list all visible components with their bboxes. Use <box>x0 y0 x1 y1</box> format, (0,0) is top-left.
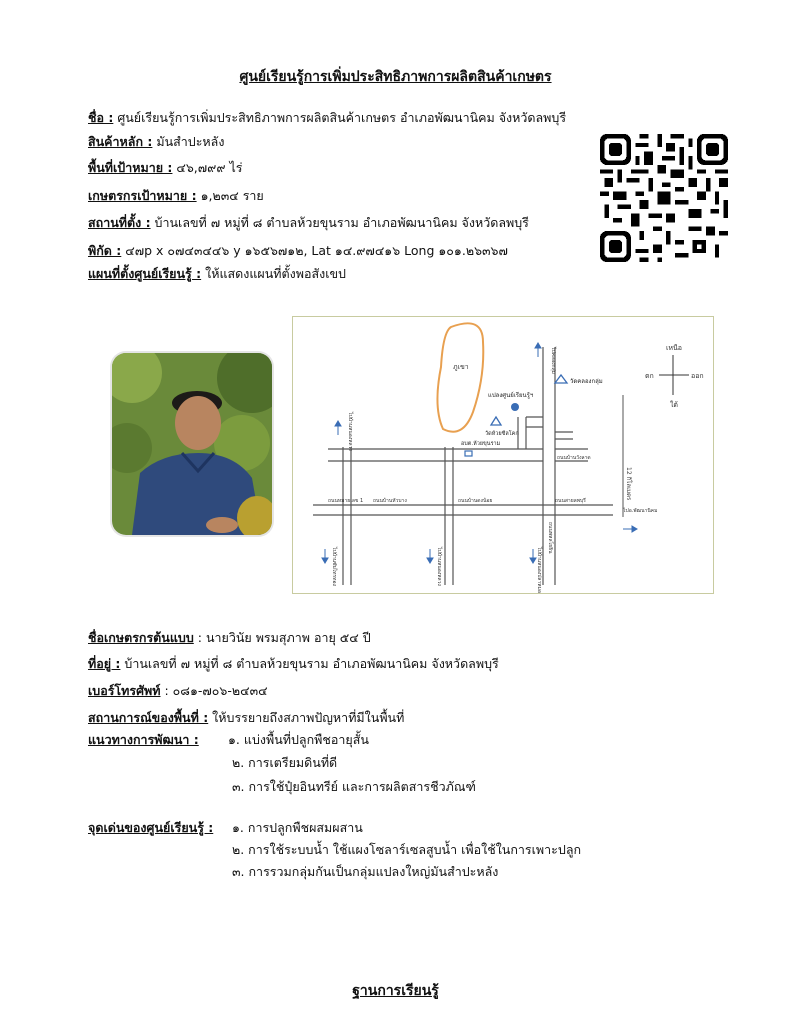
development-label-row <box>88 730 199 750</box>
center-name-value: ศูนย์เรียนรู้การเพิ่มประสิทธิภาพการผลิตสินค้าเกษตร อำเภอพัฒนานิคม จังหวัดลพบุรี <box>113 110 567 125</box>
road-label-bottom2: ไปบ้านหนองหลวง <box>436 547 442 586</box>
location-row <box>88 213 529 233</box>
development-item-1: ๑. แบ่งพื้นที่ปลูกพืชอายุสั้น <box>228 732 369 747</box>
temple-icon-2 <box>491 417 501 425</box>
road-label-bottom1: ไปบ้านซับไทรทอง <box>331 547 337 586</box>
target-area-row <box>88 158 242 178</box>
map-label-center: แปลงศูนย์เรียนรู้ฯ <box>488 392 534 399</box>
map-label-distance: 12 กิโลเมตร <box>625 467 632 501</box>
highlights-label-row <box>88 818 213 838</box>
map-label-temple1: วัดคลองกลุ่ม <box>570 378 603 385</box>
main-product-label: สินค้าหลัก : <box>88 134 153 149</box>
location-value: บ้านเลขที่ ๗ หมู่ที่ ๘ ตำบลห้วยขุนราม อำเภอพัฒนานิคม จังหวัดลพบุรี <box>150 215 529 230</box>
coordinates-value: ๔๗p x ๐๗๔๓๔๔๖ y ๑๖๕๖๗๑๒, Lat ๑๔.๙๗๔๑๖ Long ๑๐๑.๒๖๓๖๗ <box>121 243 508 258</box>
compass-south: ใต้ <box>670 401 678 409</box>
road-label-h3: ถนนบ้านดงน้อย <box>458 498 493 504</box>
farmer-photo-image <box>112 353 272 535</box>
road-label-bottom3: ไปบ้านหนองปลาหมอ <box>536 547 542 593</box>
situation-label: สถานการณ์ของพื้นที่ : <box>88 710 209 725</box>
map-label-temple2: วัดห้วยซีลโคก <box>485 431 519 437</box>
farmer-address-value: บ้านเลขที่ ๗ หมู่ที่ ๘ ตำบลห้วยขุนราม อำเภอพัฒนานิคม จังหวัดลพบุรี <box>120 656 499 671</box>
highlights-label: จุดเด่นของศูนย์เรียนรู้ : <box>88 820 214 835</box>
location-map <box>292 316 714 594</box>
road-label-h2: ถนนบ้านหัวบาง <box>373 498 407 504</box>
farmer-name-value: : นายวินัย พรมสุภาพ อายุ ๕๔ ปี <box>193 630 371 645</box>
highlight-item-3: ๓. การรวมกลุ่มกันเป็นกลุ่มแปลงใหญ่มันสำปะหลัง <box>232 864 499 879</box>
page-title: ศูนย์เรียนรู้การเพิ่มประสิทธิภาพการผลิตสินค้าเกษตร <box>239 69 552 85</box>
map-caption-row <box>88 264 346 284</box>
development-label: แนวทางการพัฒนา : <box>88 732 199 747</box>
road-label-left: ไปบ้านหนองหลวง <box>347 412 353 451</box>
farmer-photo <box>112 353 272 535</box>
farmer-address-label: ที่อยู่ : <box>88 656 121 671</box>
situation-row <box>88 708 404 728</box>
map-label-mountain: ภูเขา <box>453 363 469 371</box>
center-name-label: ชื่อ : <box>88 110 114 125</box>
highlight-item-1: ๑. การปลูกพืชผสมผสาน <box>232 820 363 835</box>
compass-east: ออก <box>691 372 704 380</box>
temple-icon <box>555 375 567 383</box>
farmer-phone-label: เบอร์โทรศัพท์ <box>88 683 161 698</box>
main-product-row <box>88 132 224 152</box>
compass-north: เหนือ <box>666 344 682 352</box>
target-area-value: ๔๖,๗๙๙ ไร่ <box>172 160 243 175</box>
map-caption-label: แผนที่ตั้งศูนย์เรียนรู้ : <box>88 266 202 281</box>
target-area-label: พื้นที่เป้าหมาย : <box>88 160 173 175</box>
road-label-h1: ถนนหมายเลข 1 <box>328 498 364 504</box>
development-item-3: ๓. การใช้ปุ๋ยอินทรีย์ และการผลิตสารชีวภัณฑ์ <box>232 779 476 794</box>
footer-title: ฐานการเรียนรู้ <box>352 983 439 999</box>
farmer-name-label: ชื่อเกษตรกรต้นแบบ <box>88 630 194 645</box>
road-label-top: ไปคลองกลุ่ม <box>550 347 556 374</box>
farmer-name-row <box>88 628 371 648</box>
road-label-h4: ถนนสายลพบุรี <box>555 498 586 504</box>
map-drawing <box>293 317 713 593</box>
target-farmers-label: เกษตรกรเป้าหมาย : <box>88 188 197 203</box>
road-label-right: ไปอ.พัฒนานิคม <box>623 508 658 514</box>
highlight-item-2: ๒. การใช้ระบบน้ำ ใช้แผงโซลาร์เซลสูบน้ำ เพื่อใช้ในการเพาะปลูก <box>232 842 582 857</box>
farmer-phone-value: : ๐๘๑-๗๐๖-๒๔๓๔ <box>160 683 268 698</box>
coordinates-row <box>88 241 508 261</box>
road-label-vert: ถนนพหลโยธิน <box>547 522 553 554</box>
center-marker-icon <box>511 403 519 411</box>
farmer-address-row <box>88 654 499 674</box>
office-icon <box>465 451 472 456</box>
road-label-mid: ถนนบ้านวังลาด <box>557 455 591 461</box>
target-farmers-value: ๑,๒๓๔ ราย <box>196 188 264 203</box>
map-label-office: อบต.ห้วยขุนราม <box>461 441 501 447</box>
development-item-2: ๒. การเตรียมดินที่ดี <box>232 755 338 770</box>
qr-code[interactable] <box>600 134 728 262</box>
coordinates-label: พิกัด : <box>88 243 122 258</box>
compass-west: ตก <box>645 372 654 380</box>
situation-value: ให้บรรยายถึงสภาพปัญหาที่มีในพื้นที่ <box>208 710 405 725</box>
target-farmers-row <box>88 186 264 206</box>
center-name-row <box>88 108 566 128</box>
location-label: สถานที่ตั้ง : <box>88 215 151 230</box>
map-caption-value: ให้แสดงแผนที่ตั้งพอสังเขป <box>201 266 346 281</box>
main-product-value: มันสำปะหลัง <box>152 134 225 149</box>
farmer-phone-row <box>88 681 268 701</box>
